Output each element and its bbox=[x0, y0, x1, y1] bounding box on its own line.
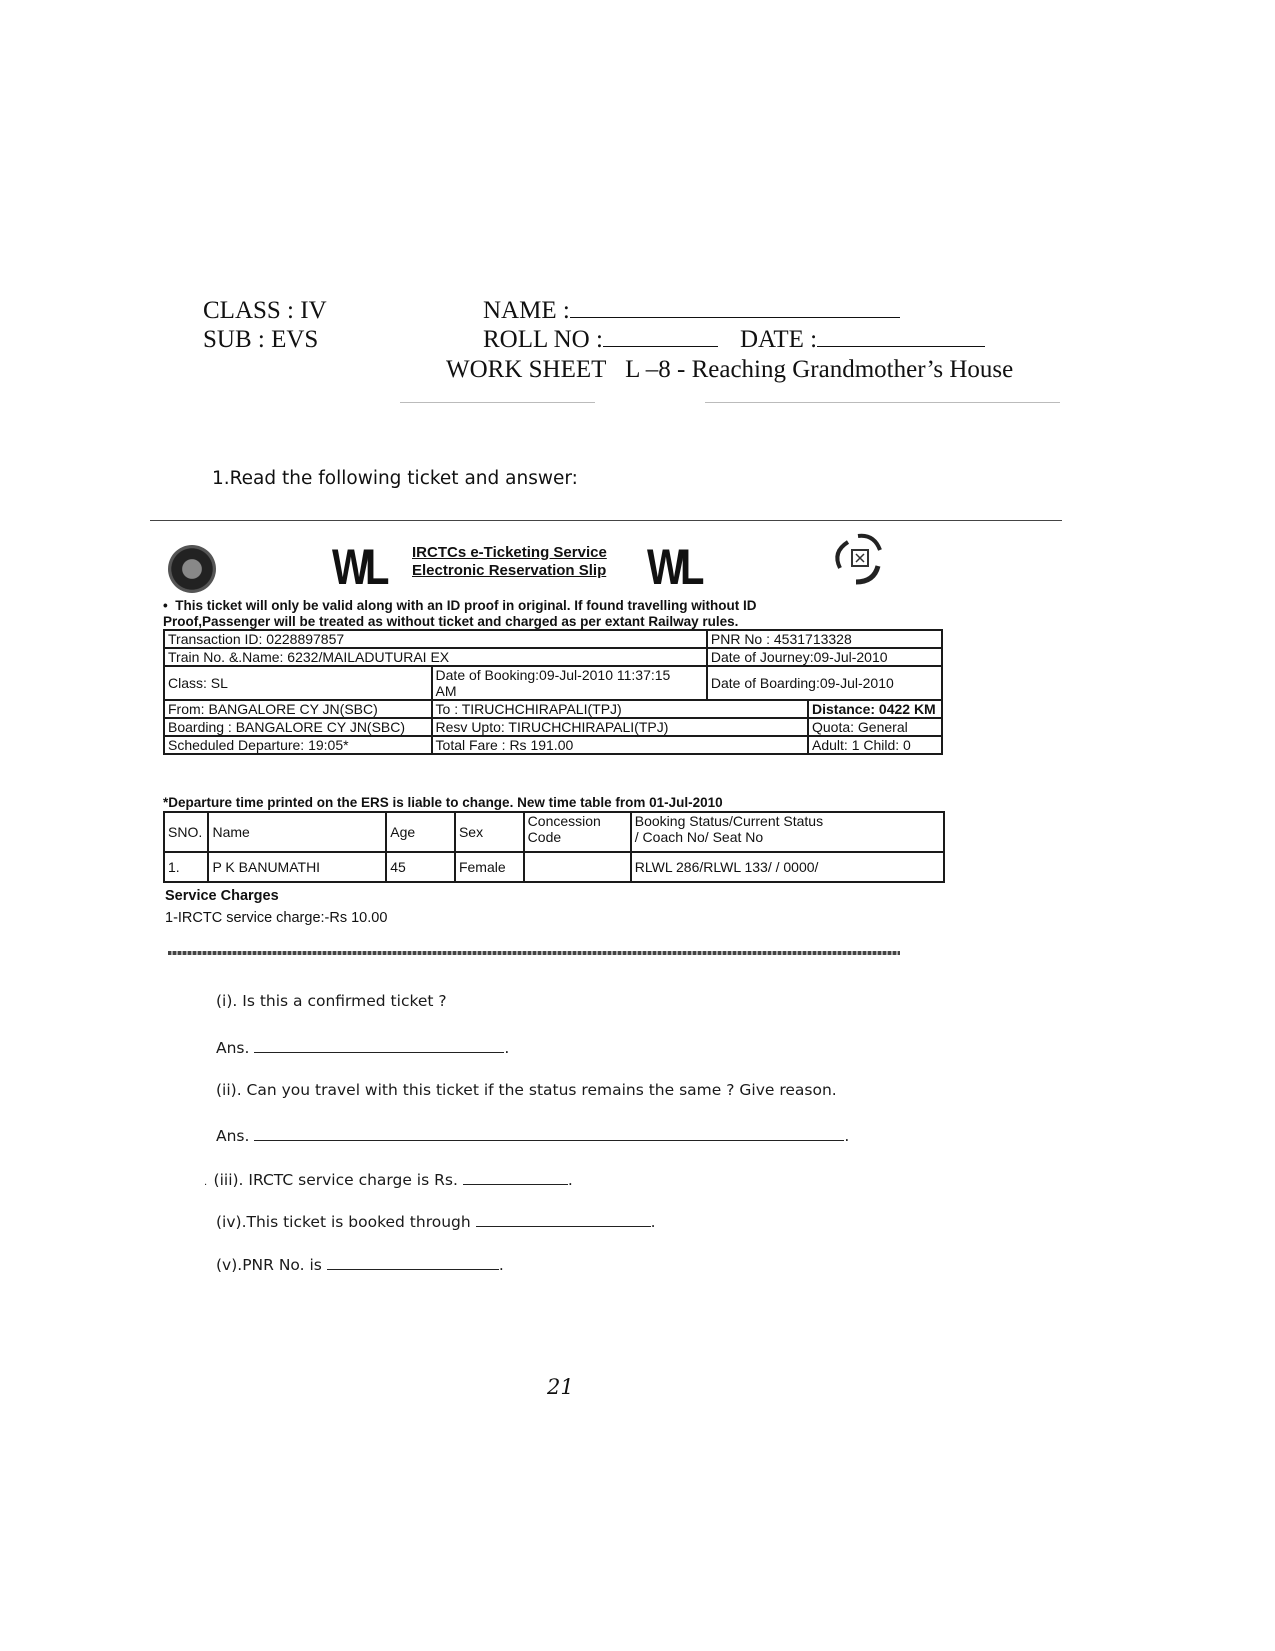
wl-mark-left: WL bbox=[332, 539, 385, 595]
date-blank[interactable] bbox=[817, 328, 985, 347]
total-fare: Total Fare : Rs 191.00 bbox=[432, 736, 808, 754]
service-charge-line: 1-IRCTC service charge:-Rs 10.00 bbox=[165, 910, 388, 926]
header-age: Age bbox=[386, 812, 455, 852]
question-5: (v).PNR No. is . bbox=[216, 1256, 504, 1274]
date-field bbox=[740, 326, 985, 354]
faint-rule bbox=[705, 402, 1060, 403]
transaction-id: Transaction ID: 0228897857 bbox=[164, 630, 707, 648]
question-1: (i). Is this a confirmed ticket ? bbox=[216, 992, 447, 1010]
header-concession-2: Code bbox=[527, 829, 562, 845]
name-field bbox=[483, 297, 900, 325]
passenger-sno: 1. bbox=[164, 852, 208, 882]
scheduled-departure: Scheduled Departure: 19:05* bbox=[164, 736, 432, 754]
passenger-age: 45 bbox=[386, 852, 455, 882]
question-2: (ii). Can you travel with this ticket if the status remains the same ? Give reason. bbox=[216, 1081, 837, 1099]
reservation-upto: Resv Upto: TIRUCHCHIRAPALI(TPJ) bbox=[432, 718, 808, 736]
quota: Quota: General bbox=[808, 718, 942, 736]
worksheet-title bbox=[446, 356, 1013, 384]
passenger-name: P K BANUMATHI bbox=[208, 852, 386, 882]
stray-dot: . bbox=[204, 1177, 214, 1188]
answer-2-label: Ans. bbox=[216, 1127, 250, 1145]
header-status-2: / Coach No/ Seat No bbox=[634, 829, 764, 845]
question-5-text: (v).PNR No. is bbox=[216, 1256, 322, 1274]
distance: Distance: 0422 KM bbox=[808, 700, 942, 718]
to-station: To : TIRUCHCHIRAPALI(TPJ) bbox=[432, 700, 808, 718]
ticket-bottom-rule bbox=[168, 951, 900, 955]
ticket-notice-1 bbox=[163, 598, 757, 613]
bullet-icon: • bbox=[163, 598, 176, 613]
worksheet-label: WORK SHEET bbox=[446, 356, 607, 383]
answer-2-row: Ans. . bbox=[216, 1127, 850, 1145]
header-concession bbox=[524, 812, 631, 852]
date-of-boarding: Date of Boarding:09-Jul-2010 bbox=[707, 666, 942, 700]
subject-label: SUB : EVS bbox=[203, 326, 319, 353]
page-number: 21 bbox=[547, 1375, 574, 1399]
header-concession-1: Concession bbox=[527, 813, 601, 829]
notice-text-1: This ticket will only be valid along with an ID proof in original. If found travelling without ID bbox=[175, 598, 757, 613]
answer-1-blank[interactable] bbox=[254, 1038, 504, 1053]
answer-1-row: Ans. . bbox=[216, 1039, 510, 1057]
header-sex: Sex bbox=[455, 812, 524, 852]
question-3: . (iii). IRCTC service charge is Rs. . bbox=[204, 1171, 573, 1189]
ticket-top-rule bbox=[150, 520, 1062, 521]
question-4: (iv).This ticket is booked through . bbox=[216, 1213, 656, 1231]
service-charges-title: Service Charges bbox=[165, 888, 279, 904]
name-blank[interactable] bbox=[570, 299, 900, 318]
boarding-station: Boarding : BANGALORE CY JN(SBC) bbox=[164, 718, 432, 736]
header-status bbox=[631, 812, 944, 852]
date-label: DATE : bbox=[740, 326, 818, 353]
passenger-table bbox=[163, 811, 945, 883]
roll-field bbox=[483, 326, 718, 354]
service-line-1: IRCTCs e-Ticketing Service bbox=[412, 544, 607, 561]
from-station: From: BANGALORE CY JN(SBC) bbox=[164, 700, 432, 718]
header-name: Name bbox=[208, 812, 386, 852]
answer-3-blank[interactable] bbox=[463, 1170, 568, 1185]
lesson-title: L –8 - Reaching Grandmother’s House bbox=[625, 356, 1014, 383]
date-of-journey: Date of Journey:09-Jul-2010 bbox=[707, 648, 942, 666]
name-label: NAME : bbox=[483, 297, 570, 324]
adult-child-count: Adult: 1 Child: 0 bbox=[808, 736, 942, 754]
train-name: Train No. &.Name: 6232/MAILADUTURAI EX bbox=[164, 648, 707, 666]
ticket-notice-2: Proof,Passenger will be treated as without ticket and charged as per extant Railway rules. bbox=[163, 614, 739, 629]
service-line-2: Electronic Reservation Slip bbox=[412, 562, 607, 579]
irctc-logo-icon bbox=[828, 530, 890, 588]
header-sno: SNO. bbox=[164, 812, 208, 852]
passenger-status: RLWL 286/RLWL 133/ / 0000/ bbox=[631, 852, 944, 882]
answer-1-label: Ans. bbox=[216, 1039, 250, 1057]
booking-ampm: AM bbox=[435, 683, 457, 699]
question-3-text: (iii). IRCTC service charge is Rs. bbox=[213, 1171, 458, 1189]
answer-4-blank[interactable] bbox=[476, 1212, 651, 1227]
journey-details-table bbox=[163, 629, 943, 755]
wl-mark-right: WL bbox=[647, 539, 700, 595]
header-status-1: Booking Status/Current Status bbox=[634, 813, 824, 829]
passenger-concession bbox=[524, 852, 631, 882]
roll-blank[interactable] bbox=[603, 328, 718, 347]
instruction: 1.Read the following ticket and answer: bbox=[212, 468, 578, 489]
railway-emblem-icon bbox=[168, 545, 216, 593]
roll-label: ROLL NO : bbox=[483, 326, 603, 353]
travel-class: Class: SL bbox=[164, 666, 432, 700]
booking-date-text: Date of Booking:09-Jul-2010 11:37:15 bbox=[435, 667, 671, 683]
faint-rule bbox=[400, 402, 595, 403]
date-of-booking bbox=[432, 666, 707, 700]
answer-5-blank[interactable] bbox=[327, 1255, 499, 1270]
departure-note: *Departure time printed on the ERS is liable to change. New time table from 01-Jul-2010 bbox=[163, 795, 723, 810]
class-label: CLASS : IV bbox=[203, 297, 327, 324]
pnr-number: PNR No : 4531713328 bbox=[707, 630, 942, 648]
question-4-text: (iv).This ticket is booked through bbox=[216, 1213, 471, 1231]
answer-2-blank[interactable] bbox=[254, 1126, 844, 1141]
passenger-sex: Female bbox=[455, 852, 524, 882]
